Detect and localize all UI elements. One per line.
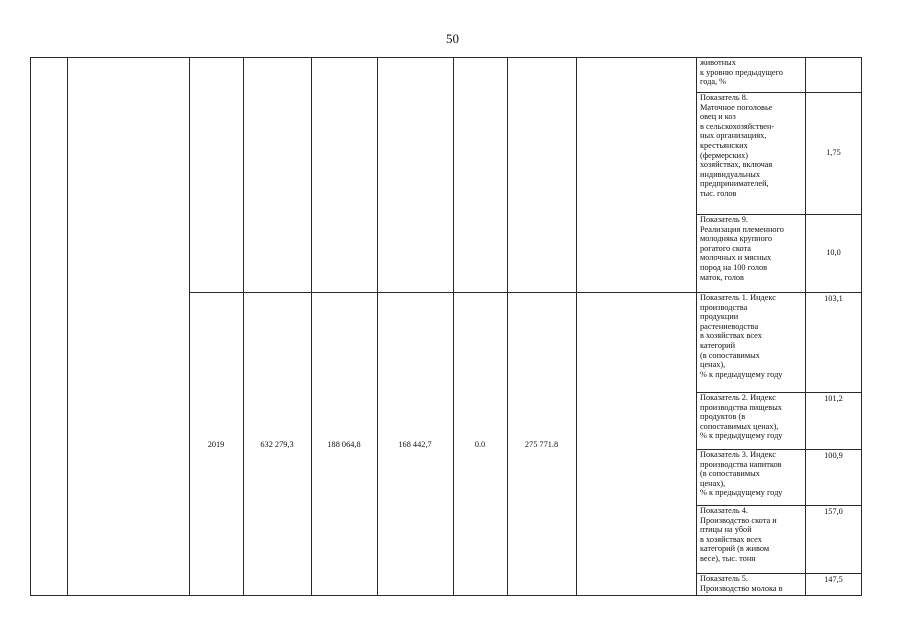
- indicator-value: 157,0: [824, 507, 843, 516]
- column-divider: [67, 57, 68, 596]
- table-border-right: [861, 57, 862, 596]
- indicator-text: Показатель 3. Индекс производства напитков (в сопоставимых ценах), % к предыдущему году: [700, 450, 783, 498]
- column-divider: [243, 57, 244, 596]
- indicator-text: Показатель 4. Производство скота и птицы на убой в хозяйствах всех категорий (в живом весе), тыс. тонн: [700, 506, 777, 563]
- value-cell: 275 771.8: [524, 440, 559, 449]
- indicator-value: 100,9: [824, 451, 843, 460]
- value-cell: 188 064,8: [327, 440, 361, 449]
- column-divider: [311, 57, 312, 596]
- indicator-value: 147,5: [824, 575, 843, 584]
- table-border-left: [30, 57, 31, 596]
- indicator-text: Показатель 1. Индекс производства продукции растениеводства в хозяйствах всех категорий (в сопоставимых ценах), % к предыдущему году: [700, 293, 783, 379]
- indicator-text: Показатель 8. Маточное поголовье овец и коз в сельскохозяйствен- ных организациях, крестьянских (фермерских) хозяйствах, включая индивидуальных предпринимателей, тыс. голов: [700, 93, 775, 198]
- value-cell: 632 279,3: [260, 440, 294, 449]
- indicator-text: Показатель 2. Индекс производства пищевых продуктов (в сопоставимых ценах), % к предыдущему году: [700, 393, 783, 441]
- indicator-text: Показатель 5. Производство молока в: [700, 574, 783, 593]
- value-cell: 0.0: [474, 440, 486, 449]
- indicator-text: животных к уровню предыдущего года, %: [700, 58, 783, 87]
- column-divider: [377, 57, 378, 596]
- indicator-value: 101,2: [824, 394, 843, 403]
- column-divider: [696, 57, 697, 596]
- column-divider: [576, 57, 577, 596]
- column-divider: [189, 57, 190, 596]
- indicator-value: 103,1: [824, 294, 843, 303]
- column-divider: [507, 57, 508, 596]
- column-divider: [453, 57, 454, 596]
- page-number: 50: [446, 31, 459, 46]
- year-cell: 2019: [207, 440, 225, 449]
- indicator-text: Показатель 9. Реализация племенного молодняка крупного рогатого скота молочных и мясных пород на 100 голов маток, голов: [700, 215, 784, 282]
- table-border-bottom: [30, 595, 862, 596]
- value-cell: 168 442,7: [398, 440, 432, 449]
- indicator-value: 10,0: [826, 248, 841, 257]
- indicator-value: 1,75: [826, 148, 841, 157]
